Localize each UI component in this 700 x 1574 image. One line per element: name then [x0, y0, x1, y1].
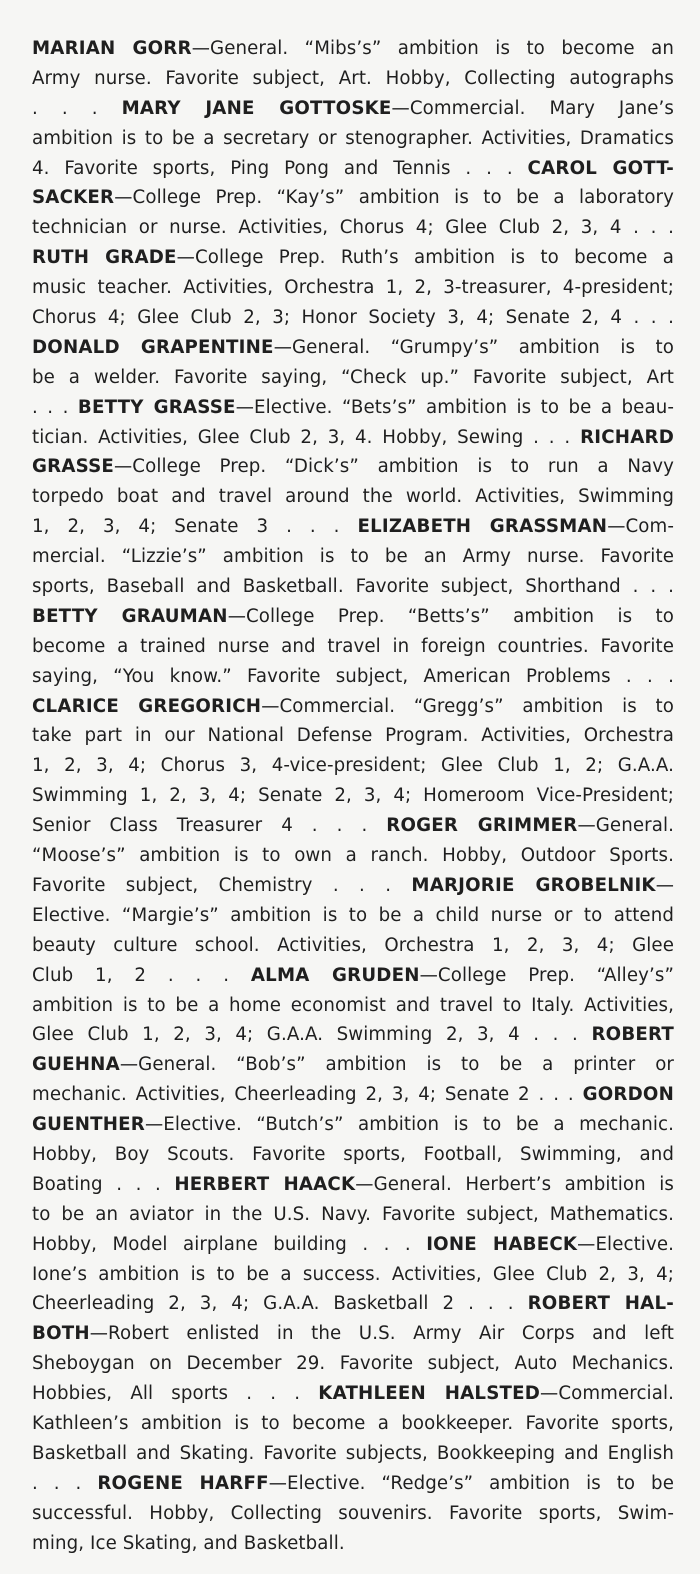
text-line [32, 1080, 674, 1110]
text-line [32, 512, 674, 542]
text-line [32, 243, 674, 273]
biography-text: be a welder. Favorite saying, “Check up.” Favorite subject, Art [32, 366, 674, 388]
biography-text: —Elective. “Butch’s” ambition is to be a mechanic. [145, 1114, 674, 1136]
biography-text: . . . [32, 1472, 98, 1494]
yearbook-text-page [32, 34, 674, 1558]
biography-text: . . . [32, 396, 78, 418]
text-line [32, 1020, 674, 1050]
senior-name: ROGER GRIMMER [386, 815, 578, 837]
biography-text: ambition is to be a secretary or stenographer. Activities, Dramatics [32, 127, 674, 149]
biography-text: sports, Baseball and Basketball. Favorite subject, Shorthand . . . [32, 576, 674, 598]
text-line [32, 1260, 674, 1290]
biography-text: Hobby, Boy Scouts. Favorite sports, Football, Swimming, and [32, 1143, 674, 1165]
biography-text: — [655, 874, 674, 896]
biography-text: Favorite subject, Chemistry . . . [32, 874, 412, 896]
biography-text: —Commercial. “Gregg’s” ambition is to [261, 695, 674, 717]
biography-text: —College Prep. “Betts’s” ambition is to [227, 605, 675, 627]
biography-text: Kathleen’s ambition is to become a bookkeeper. Favorite sports, [32, 1412, 674, 1434]
biography-text: beauty culture school. Activities, Orchestra 1, 2, 3, 4; Glee [32, 934, 674, 956]
text-line [32, 482, 674, 512]
senior-name: CAROL GOTT- [527, 157, 674, 179]
text-line [32, 64, 674, 94]
biography-text: Ione’s ambition is to be a success. Activities, Glee Club 2, 3, 4; [32, 1263, 674, 1285]
biography-text: —General. Herbert’s ambition is [355, 1173, 675, 1195]
biography-text: —General. “Grumpy’s” ambition is to [273, 336, 675, 358]
text-line [32, 303, 674, 333]
senior-name: HERBERT HAACK [174, 1173, 356, 1195]
biography-text: Boating . . . [32, 1173, 175, 1195]
text-line [32, 572, 674, 602]
senior-name: ROBERT HAL- [527, 1293, 674, 1315]
text-line [32, 1319, 674, 1349]
biography-text: —College Prep. Ruth’s ambition is to become a [176, 247, 675, 269]
senior-name: GRASSE [32, 456, 115, 478]
biography-text: “Moose’s” ambition is to own a ranch. Hobby, Outdoor Sports. [32, 845, 674, 867]
biography-text: saying, “You know.” Favorite subject, American Problems . . . [32, 665, 674, 687]
text-line [32, 751, 674, 781]
senior-name: CLARICE GREGORICH [32, 695, 262, 717]
senior-name: MARIAN GORR [32, 38, 192, 59]
text-line [32, 1499, 674, 1529]
biography-text: —Commercial. [540, 1383, 674, 1405]
text-line [32, 632, 674, 662]
biography-text: ming, Ice Skating, and Basketball. [32, 1532, 345, 1554]
biography-text: —College Prep. “Alley’s” [419, 964, 674, 986]
text-line [32, 961, 674, 991]
text-line [32, 94, 674, 124]
biography-text: Senior Class Treasurer 4 . . . [32, 815, 387, 837]
text-line [32, 871, 674, 901]
biography-text: take part in our National Defense Program. Activities, Orchestra [32, 725, 674, 747]
text-line [32, 452, 674, 482]
senior-name: MARJORIE GROBELNIK [411, 874, 656, 896]
biography-text: Cheerleading 2, 3, 4; G.A.A. Basketball 2 . . . [32, 1293, 528, 1315]
senior-name: BETTY GRASSE [77, 396, 236, 418]
text-line [32, 34, 674, 64]
text-line [32, 1200, 674, 1230]
biography-text: 4. Favorite sports, Ping Pong and Tennis . . . [32, 157, 528, 179]
text-line [32, 333, 674, 363]
text-line [32, 1529, 674, 1559]
text-line [32, 1379, 674, 1409]
biography-text: Hobbies, All sports . . . [32, 1383, 319, 1405]
senior-name: RICHARD [580, 426, 674, 448]
senior-name: SACKER [32, 187, 115, 209]
text-line [32, 213, 674, 243]
biography-text: Chorus 4; Glee Club 2, 3; Honor Society 3, 4; Senate 2, 4 . . . [32, 307, 674, 329]
biography-text: —Robert enlisted in the U.S. Army Air Corps and left [89, 1323, 674, 1345]
text-line [32, 273, 674, 303]
text-line [32, 124, 674, 154]
biography-text: Army nurse. Favorite subject, Art. Hobby, Collecting autographs [32, 67, 674, 89]
text-line [32, 901, 674, 931]
biography-text: mechanic. Activities, Cheerleading 2, 3, 4; Senate 2 . . . [32, 1084, 583, 1106]
text-line [32, 721, 674, 751]
text-line [32, 1469, 674, 1499]
senior-name: MARY JANE GOTTOSKE [121, 97, 392, 119]
biography-text: Hobby, Model airplane building . . . [32, 1233, 427, 1255]
biography-text: Swimming 1, 2, 3, 4; Senate 2, 3, 4; Homeroom Vice-President; [32, 785, 674, 807]
text-line [32, 662, 674, 692]
text-line [32, 692, 674, 722]
text-line [32, 1439, 674, 1469]
text-line [32, 1230, 674, 1260]
senior-name: GUEHNA [32, 1054, 120, 1076]
biography-text: —Elective. [577, 1233, 674, 1255]
biography-text: —Commercial. Mary Jane’s [391, 97, 674, 119]
text-line [32, 991, 674, 1021]
biography-text: —General. [577, 815, 674, 837]
biography-text: tician. Activities, Glee Club 2, 3, 4. Hobby, Sewing . . . [32, 426, 581, 448]
biography-text: technician or nurse. Activities, Chorus 4; Glee Club 2, 3, 4 . . . [32, 217, 674, 239]
senior-name: ALMA GRUDEN [250, 964, 420, 986]
biography-text: Basketball and Skating. Favorite subjects, Bookkeeping and English [32, 1442, 674, 1464]
biography-text: —General. “Mibs’s” ambition is to become an [191, 38, 674, 59]
senior-name: GORDON [582, 1084, 674, 1106]
biography-text: successful. Hobby, Collecting souvenirs. Favorite sports, Swim- [32, 1502, 674, 1524]
senior-name: ROBERT [591, 1024, 674, 1046]
text-line [32, 602, 674, 632]
biography-text: ambition is to be a home economist and travel to Italy. Activities, [32, 994, 674, 1016]
biography-text: —College Prep. “Kay’s” ambition is to be a laboratory [114, 187, 674, 209]
biography-text: —Com- [607, 516, 674, 538]
text-line [32, 393, 674, 423]
biography-text: mercial. “Lizzie’s” ambition is to be an Army nurse. Favorite [32, 546, 674, 568]
biography-text: —Elective. “Redge’s” ambition is to be [268, 1472, 674, 1494]
biography-text: torpedo boat and travel around the world. Activities, Swimming [32, 486, 674, 508]
text-line [32, 1170, 674, 1200]
biography-text: —General. “Bob’s” ambition is to be a printer or [119, 1054, 674, 1076]
text-line [32, 154, 674, 184]
biography-text: 1, 2, 3, 4; Senate 3 . . . [32, 516, 358, 538]
senior-name: KATHLEEN HALSTED [318, 1383, 541, 1405]
text-line [32, 423, 674, 453]
biography-text: —College Prep. “Dick’s” ambition is to run a Navy [114, 456, 674, 478]
text-line [32, 542, 674, 572]
biography-text: . . . [32, 97, 122, 119]
text-line [32, 363, 674, 393]
text-line [32, 1110, 674, 1140]
senior-name: DONALD GRAPENTINE [32, 336, 274, 358]
text-line [32, 781, 674, 811]
text-line [32, 1409, 674, 1439]
senior-name: ROGENE HARFF [97, 1472, 269, 1494]
text-line [32, 841, 674, 871]
text-line [32, 1349, 674, 1379]
text-line [32, 1050, 674, 1080]
text-line [32, 1140, 674, 1170]
biography-text: music teacher. Activities, Orchestra 1, 2, 3-treasurer, 4-president; [32, 277, 674, 299]
text-line [32, 1289, 674, 1319]
biography-text: Sheboygan on December 29. Favorite subject, Auto Mechanics. [32, 1353, 674, 1375]
senior-name: BETTY GRAUMAN [32, 605, 228, 627]
biography-text: Club 1, 2 . . . [32, 964, 251, 986]
senior-name: IONE HABECK [426, 1233, 578, 1255]
biography-text: —Elective. “Bets’s” ambition is to be a beau- [235, 396, 675, 418]
biography-text: Glee Club 1, 2, 3, 4; G.A.A. Swimming 2, 3, 4 . . . [32, 1024, 592, 1046]
senior-name: BOTH [32, 1323, 90, 1345]
text-line [32, 811, 674, 841]
senior-name: RUTH GRADE [32, 247, 177, 269]
senior-name: ELIZABETH GRASSMAN [357, 516, 608, 538]
biography-text: Elective. “Margie’s” ambition is to be a child nurse or to attend [32, 904, 674, 926]
biography-text: to be an aviator in the U.S. Navy. Favorite subject, Mathematics. [32, 1203, 674, 1225]
biography-text: become a trained nurse and travel in foreign countries. Favorite [32, 635, 674, 657]
senior-name: GUENTHER [32, 1114, 145, 1136]
biography-text: 1, 2, 3, 4; Chorus 3, 4-vice-president; Glee Club 1, 2; G.A.A. [32, 755, 674, 777]
text-line [32, 931, 674, 961]
text-line [32, 183, 674, 213]
